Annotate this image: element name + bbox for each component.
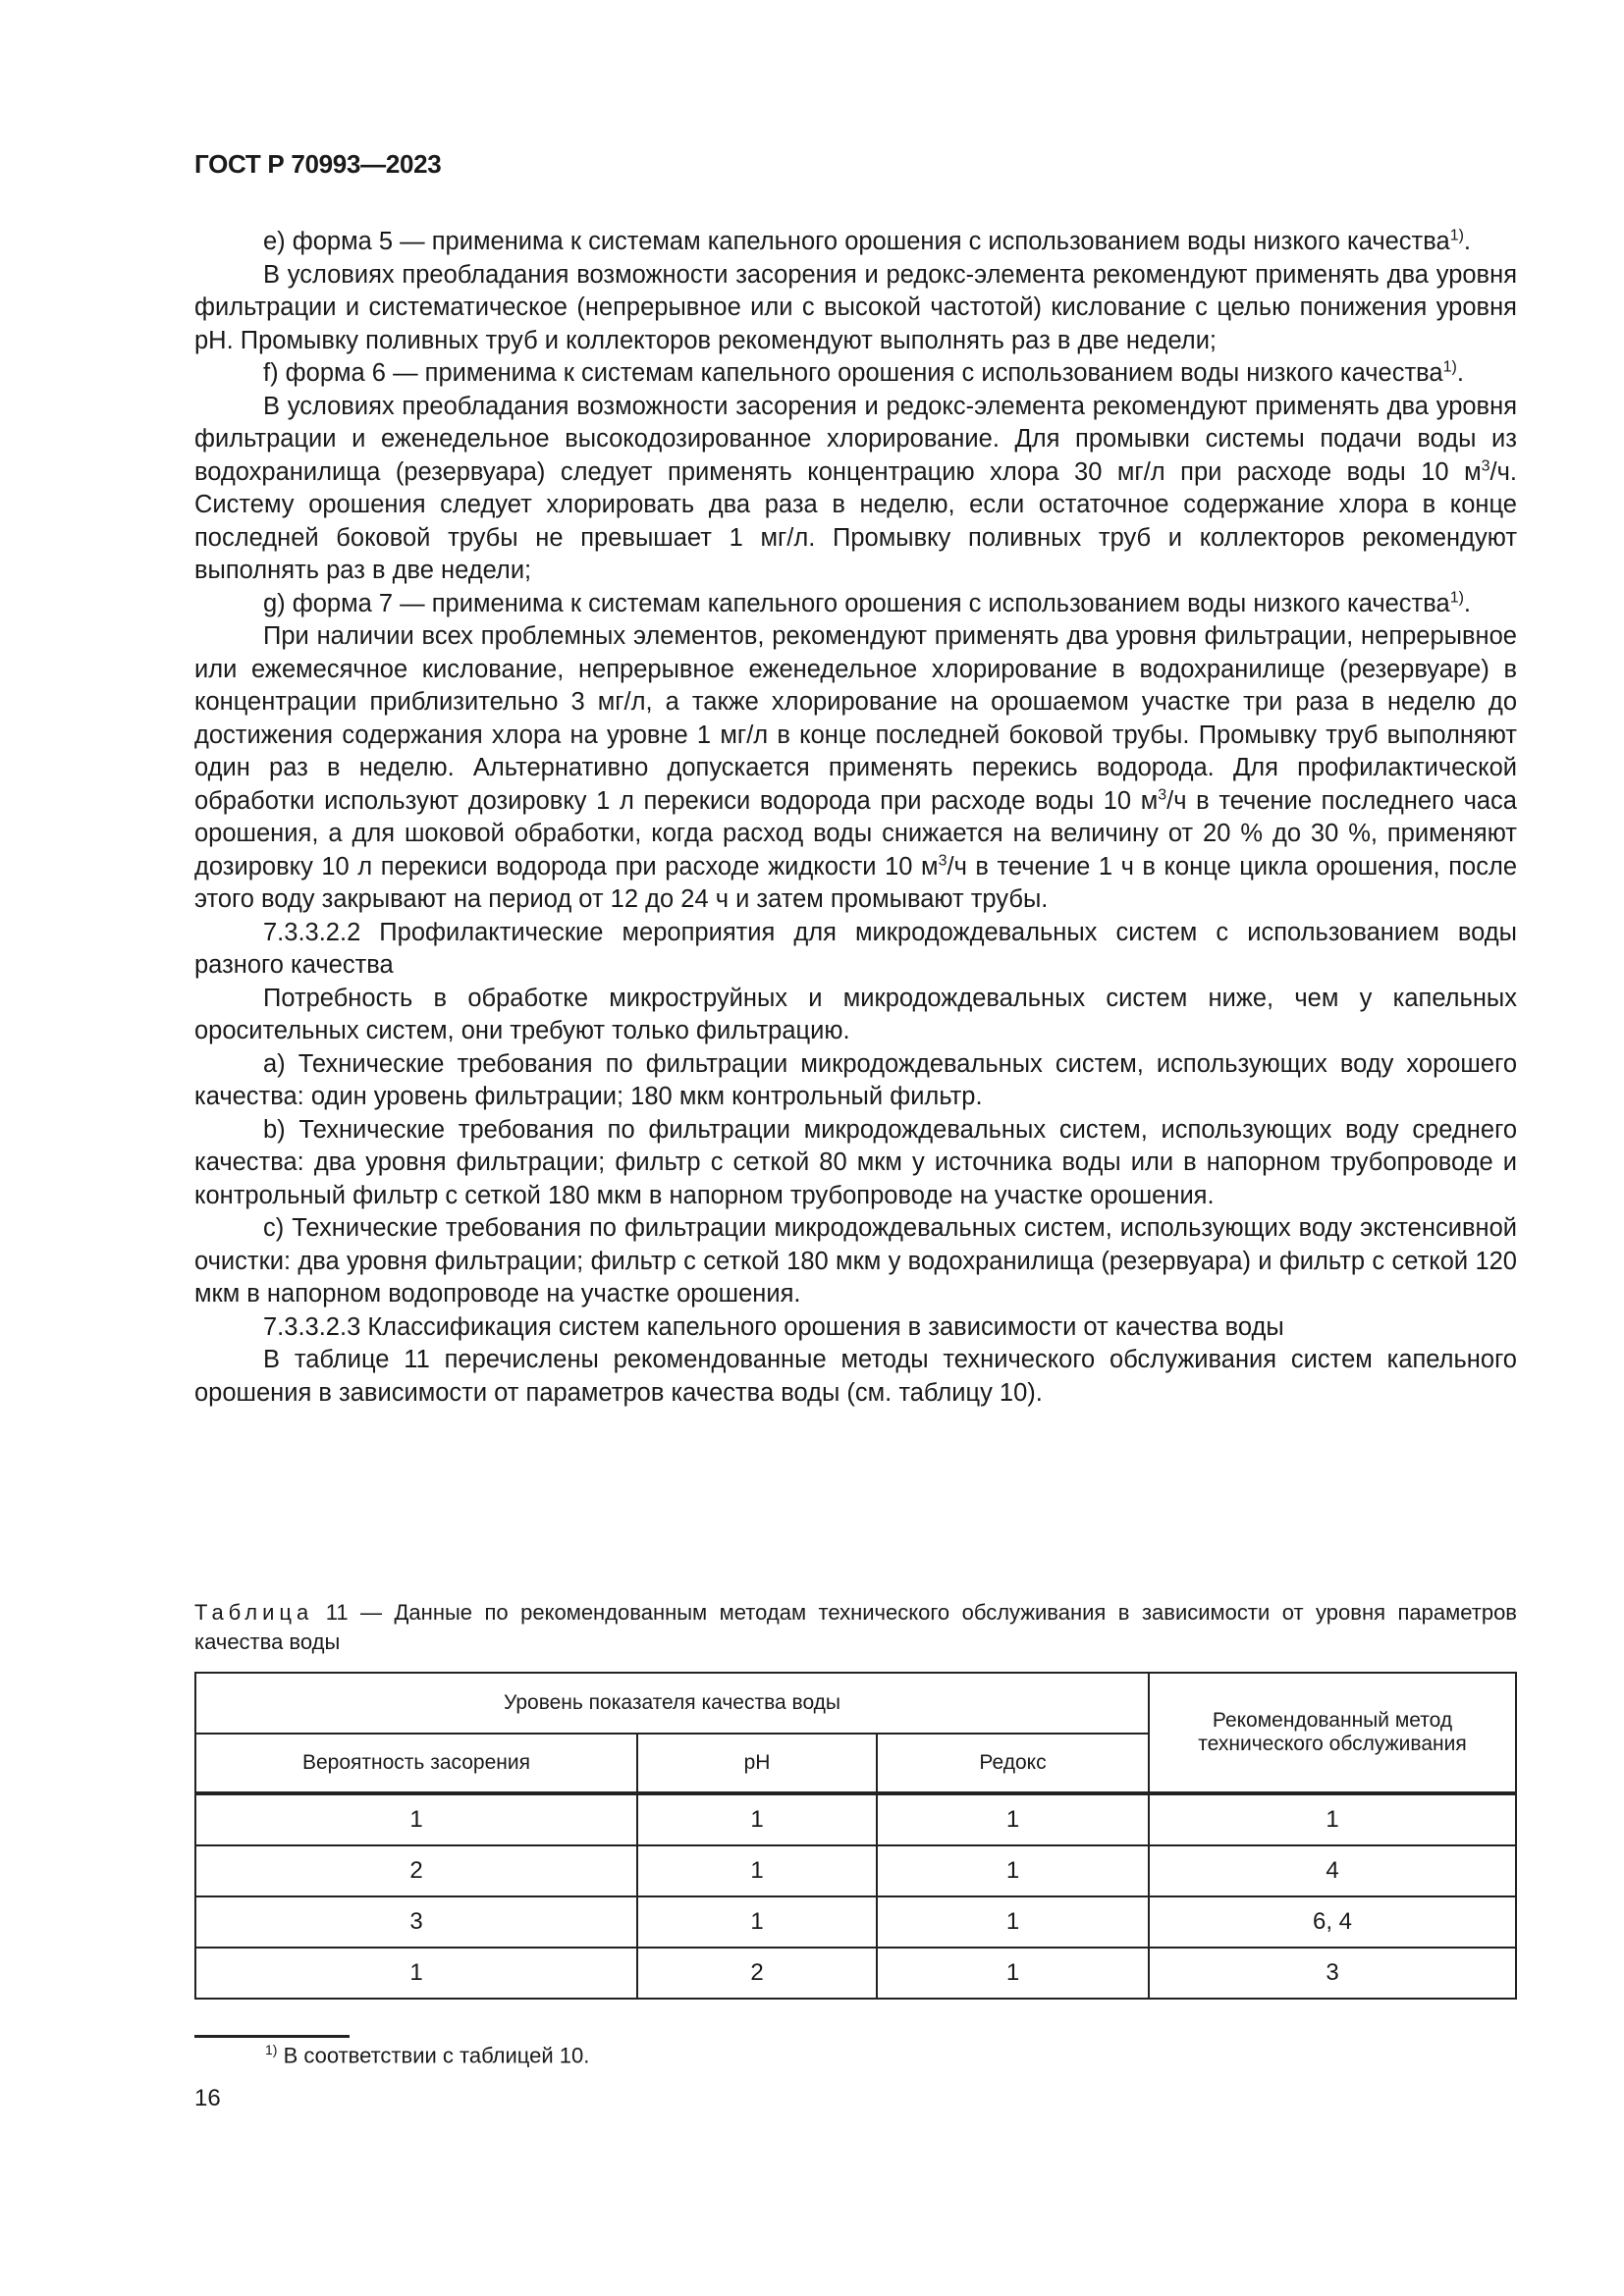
- paragraph: [194, 226, 1517, 259]
- table-row: [195, 1896, 1516, 1948]
- text-segment: 7.3.3.2.2 Профилактические мероприятия для микродождевальных систем с использованием воды разного качества: [194, 918, 1517, 979]
- paragraph: [194, 917, 1517, 983]
- page-number: 16: [194, 2085, 221, 2111]
- table-cell: 3: [1149, 1948, 1516, 1999]
- group-header: Уровень показателя качества воды: [195, 1673, 1149, 1734]
- superscript: 3: [1481, 457, 1490, 474]
- table-caption: [194, 1598, 1517, 1657]
- table-cell: 1: [195, 1794, 637, 1845]
- table-cell: 1: [1149, 1794, 1516, 1845]
- footnote: [265, 2042, 589, 2068]
- paragraph: [194, 588, 1517, 621]
- text-segment: /ч в течение 1 ч в конце цикла орошения, после этого воду закрывают на период от 12 до 24 ч и затем промывают трубы.: [194, 852, 1517, 913]
- table-row: [195, 1794, 1516, 1845]
- text-segment: При наличии всех проблемных элементов, рекомендуют применять два уровня фильтрации, непрерывное или ежемесячное кислование, непрерывное еженедельное хлорирование в водохранилище (резервуаре) в концентрации приблизительно 3 мг/л, а также хлорирование на орошаемом участке три раза в неделю до достижения содержания хлора на уровне 1 мг/л в конце последней боковой трубы. Промывку труб выполняют один раз в неделю. Альтернативно допускается применять перекись водорода. Для профилактической обработки используют дозировку 1 л перекиси водорода при расходе воды 10 м: [194, 622, 1517, 815]
- paragraph: [194, 259, 1517, 358]
- paragraph: [194, 1311, 1517, 1345]
- superscript: 1): [1442, 358, 1457, 376]
- table-cell: 4: [1149, 1845, 1516, 1896]
- table-cell: 2: [637, 1948, 877, 1999]
- table-cell: 1: [637, 1794, 877, 1845]
- paragraph: [194, 357, 1517, 391]
- superscript: 1): [1449, 227, 1464, 244]
- paragraph: [194, 1212, 1517, 1311]
- text-segment: /ч. Систему орошения следует хлорировать два раза в неделю, если остаточное содержание хлора в конце последней боковой трубы не превышает 1 мг/л. Промывку поливных труб и коллекторов рекомендуют выполнять раз в две недели;: [194, 457, 1517, 584]
- table-cell: 1: [195, 1948, 637, 1999]
- text-segment: f) форма 6 — применима к системам капельного орошения с использованием воды низкого качества: [263, 359, 1443, 387]
- table-row: [195, 1948, 1516, 1999]
- text-segment: Потребность в обработке микроструйных и микродождевальных систем ниже, чем у капельных оросительных систем, они требуют только фильтрацию.: [194, 984, 1517, 1044]
- table-11: [194, 1672, 1517, 2000]
- paragraph: [194, 391, 1517, 588]
- paragraph: [194, 620, 1517, 917]
- text-segment: .: [1463, 228, 1472, 255]
- text-segment: e) форма 5 — применима к системам капельного орошения с использованием воды низкого качества: [263, 228, 1450, 255]
- text-segment: В таблице 11 перечислены рекомендованные методы технического обслуживания систем капельного орошения в зависимости от параметров качества воды (см. таблицу 10).: [194, 1346, 1517, 1407]
- paragraph: [194, 1114, 1517, 1213]
- table-cell: 3: [195, 1896, 637, 1948]
- column-header: Редокс: [877, 1734, 1149, 1792]
- table-caption-text: 11 — Данные по рекомендованным методам технического обслуживания в зависимости от уровня параметров качества воды: [194, 1600, 1517, 1654]
- superscript: 3: [938, 852, 947, 869]
- table-row: [195, 1845, 1516, 1896]
- column-header: Вероятность засорения: [195, 1734, 637, 1792]
- superscript: 3: [1158, 786, 1167, 803]
- paragraph: [194, 1344, 1517, 1410]
- table-cell: 1: [637, 1896, 877, 1948]
- table-cell: 6, 4: [1149, 1896, 1516, 1948]
- superscript: 1): [1449, 589, 1464, 606]
- table-cell: 1: [877, 1896, 1149, 1948]
- table-cell: 1: [877, 1948, 1149, 1999]
- text-segment: g) форма 7 — применима к системам капельного орошения с использованием воды низкого качества: [263, 589, 1450, 617]
- text-segment: В условиях преобладания возможности засорения и редокс-элемента рекомендуют применять два уровня фильтрации и систематическое (непрерывное или с высокой частотой) кислование с целью понижения уровня pH. Промывку поливных труб и коллекторов рекомендуют выполнять раз в две недели;: [194, 260, 1517, 354]
- text-segment: b) Технические требования по фильтрации микродождевальных систем, использующих воду среднего качества: два уровня фильтрации; фильтр с сеткой 80 мкм у источника воды или в напорном трубопроводе и контрольный фильтр с сеткой 180 мкм в напорном трубопроводе на участке орошения.: [194, 1115, 1517, 1209]
- paragraph: [194, 1048, 1517, 1114]
- text-segment: a) Технические требования по фильтрации микродождевальных систем, использующих воду хорошего качества: один уровень фильтрации; 180 мкм контрольный фильтр.: [194, 1049, 1517, 1110]
- text-segment: В условиях преобладания возможности засорения и редокс-элемента рекомендуют применять два уровня фильтрации и еженедельное высокодозированное хлорирование. Для промывки системы подачи воды из водохранилища (резервуара) следует применять концентрацию хлора 30 мг/л при расходе воды 10 м: [194, 392, 1517, 486]
- method-header: Рекомендованный метод технического обслуживания: [1149, 1673, 1516, 1792]
- table-cell: 2: [195, 1845, 637, 1896]
- body-text: [194, 226, 1517, 1410]
- text-segment: /ч в течение последнего часа орошения, а для шоковой обработки, когда расход воды снижается на величину от 20 % до 30 %, применяют дозировку 10 л перекиси водорода при расходе жидкости 10 м: [194, 786, 1517, 881]
- table-cell: 1: [877, 1845, 1149, 1896]
- column-header: pH: [637, 1734, 877, 1792]
- paragraph: [194, 983, 1517, 1048]
- table-caption-label: Таблица: [194, 1600, 314, 1625]
- text-segment: 7.3.3.2.3 Классификация систем капельного орошения в зависимости от качества воды: [263, 1312, 1284, 1341]
- table-cell: 1: [637, 1845, 877, 1896]
- footnote-mark: 1): [265, 2042, 278, 2057]
- footnote-text: В соответствии с таблицей 10.: [277, 2043, 590, 2068]
- footnote-divider: [194, 2035, 350, 2038]
- text-segment: .: [1456, 359, 1464, 387]
- table-cell: 1: [877, 1794, 1149, 1845]
- text-segment: c) Технические требования по фильтрации микродождевальных систем, использующих воду экстенсивной очистки: два уровня фильтрации; фильтр с сеткой 180 мкм у водохранилища (резервуара) и фильтр с сеткой 120 мкм в напорном водопроводе на участке орошения.: [194, 1214, 1517, 1308]
- document-header: ГОСТ Р 70993—2023: [194, 149, 442, 179]
- text-segment: .: [1463, 589, 1472, 617]
